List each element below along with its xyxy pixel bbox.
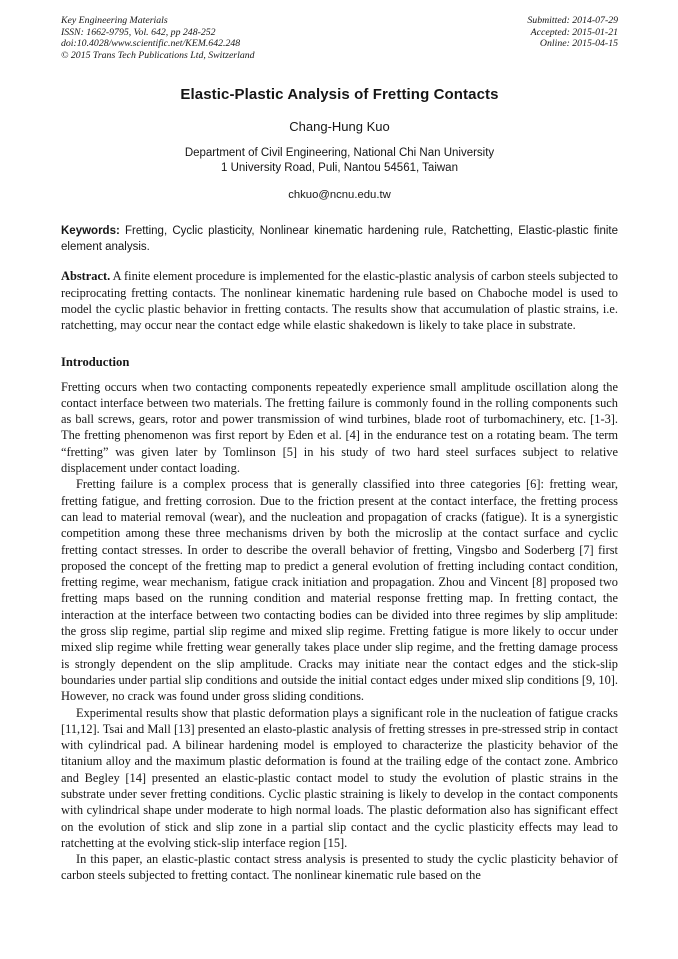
affiliation-line-1: Department of Civil Engineering, National Chi Nan University — [184, 147, 495, 160]
section-heading-introduction: Introduction — [61, 354, 130, 369]
author-email: chkuo@ncnu.edu.tw — [288, 189, 391, 202]
online-date: Online: 2015-04-15 — [539, 38, 618, 50]
intro-paragraph-3: Experimental results show that plastic deformation plays a significant role in the nucleation of fatigue cracks [11,12]. Tsai and Mall [13] presented an elasto-plastic analysis of fretting stresses in pre-stressed strip in contact with cylindrical pad. A bilinear hardening model is employed to characterize the plasticity behavior of the titanium alloy and the maximum plastic deformation is found at the trailing edge of the contact zone. Ambrico and Begley [14] presented an elastic-plastic contact model to study the evolution of plastic strains in the substrate under sever fretting conditions. Cyclic plastic straining is likely to develop in the contact components with cylindrical shape under moderate to high normal loads. The plastic deformation also has significant effect on the evolution of stick and slip zone in a partial slip contact and the cyclic plasticity effects may lead to ratchetting at the evolving stick-slip interface region [15]. — [61, 705, 618, 850]
affiliation — [61, 146, 618, 176]
intro-paragraph-1: Fretting occurs when two contacting components repeatedly experience small amplitude oscillation along the contact interface between two materials. The fretting failure is commonly found in the rolling components such as ball screws, gears, rotor and power transmission of wind turbines, blade root of turbomachinery, etc. [1-3]. The fretting phenomenon was first report by Eden et al. [4] in the endurance test on a rotating beam. The term “fretting” was given later by Tomlinson [5] in his study of two hard steel surfaces subject to relative displacement under contact loading. — [61, 379, 618, 476]
doi-line: doi:10.4028/www.scientific.net/KEM.642.248 — [61, 38, 241, 50]
author-name: Chang-Hung Kuo — [289, 119, 390, 135]
copyright-line: © 2015 Trans Tech Publications Ltd, Switzerland — [61, 49, 255, 61]
keywords-label: Keywords: — [61, 225, 120, 238]
journal-info — [61, 15, 255, 61]
submission-dates — [527, 15, 618, 50]
abstract-text: A finite element procedure is implemented for the elastic-plastic analysis of carbon steels subjected to reciprocating fretting contacts. The nonlinear kinematic hardening rule based on Chaboche model is used to model the cyclic plastic behavior in fretting contacts. The results show that accumulation of plastic strains, i.e. ratchetting, may occur near the contact edge while elastic shakedown is likely to take place in substrate. — [61, 269, 618, 333]
submitted-date: Submitted: 2014-07-29 — [527, 15, 618, 26]
keywords-text: Fretting, Cyclic plasticity, Nonlinear kinematic hardening rule, Ratchetting, Elastic-plastic finite element analysis. — [61, 225, 618, 253]
keywords-section — [61, 224, 618, 255]
affiliation-line-2: 1 University Road, Puli, Nantou 54561, Taiwan — [221, 162, 458, 175]
intro-paragraph-4: In this paper, an elastic-plastic contact stress analysis is presented to study the cyclic plasticity behavior of carbon steels subjected to fretting contact. The nonlinear kinematic rule based on the — [61, 852, 618, 883]
accepted-date: Accepted: 2015-01-21 — [530, 26, 618, 38]
intro-paragraph-2: Fretting failure is a complex process that is generally classified into three categories [6]: fretting wear, fretting fatigue, and fretting corrosion. Due to the friction present at the contact interface, the fretting process can lead to material removal (wear), and the nucleation and propagation of cracks (fatigue). It is a synergistic competition among these three mechanisms driven by both the microslip at the contact surface and cyclic fretting contact stresses. In order to describe the overall behavior of fretting, Vingsbo and Soderberg [7] first proposed the concept of the fretting map to predict a general evolution of fretting including contact condition, fretting regime, wear mechanism, fatigue crack initiation and propagation. Zhou and Vincent [8] proposed two fretting maps based on the running condition and material response fretting map. In fretting contact, the interaction at the interface between two contacting bodies can be divided into three regimes by slip amplitude: the gross slip regime, partial slip regime and mixed slip regime. Fretting fatigue is more likely to occur under mixed slip regime while fretting wear generally takes place under slip regime, and the fretting damage process is strongly dependent on the slip amplitude. Cracks may initiate near the contact edges and the stick-slip boundaries under partial slip conditions and outside the initial contact edges under mixed slip conditions [9, 10]. However, no crack was found under gross sliding conditions. — [61, 477, 618, 704]
page-header — [61, 15, 618, 61]
paper-title: Elastic-Plastic Analysis of Fretting Contacts — [180, 86, 499, 104]
journal-name: Key Engineering Materials — [61, 15, 168, 26]
abstract-section — [61, 268, 618, 333]
abstract-label: Abstract. — [61, 269, 111, 284]
issn-line: ISSN: 1662-9795, Vol. 642, pp 248-252 — [61, 26, 216, 38]
